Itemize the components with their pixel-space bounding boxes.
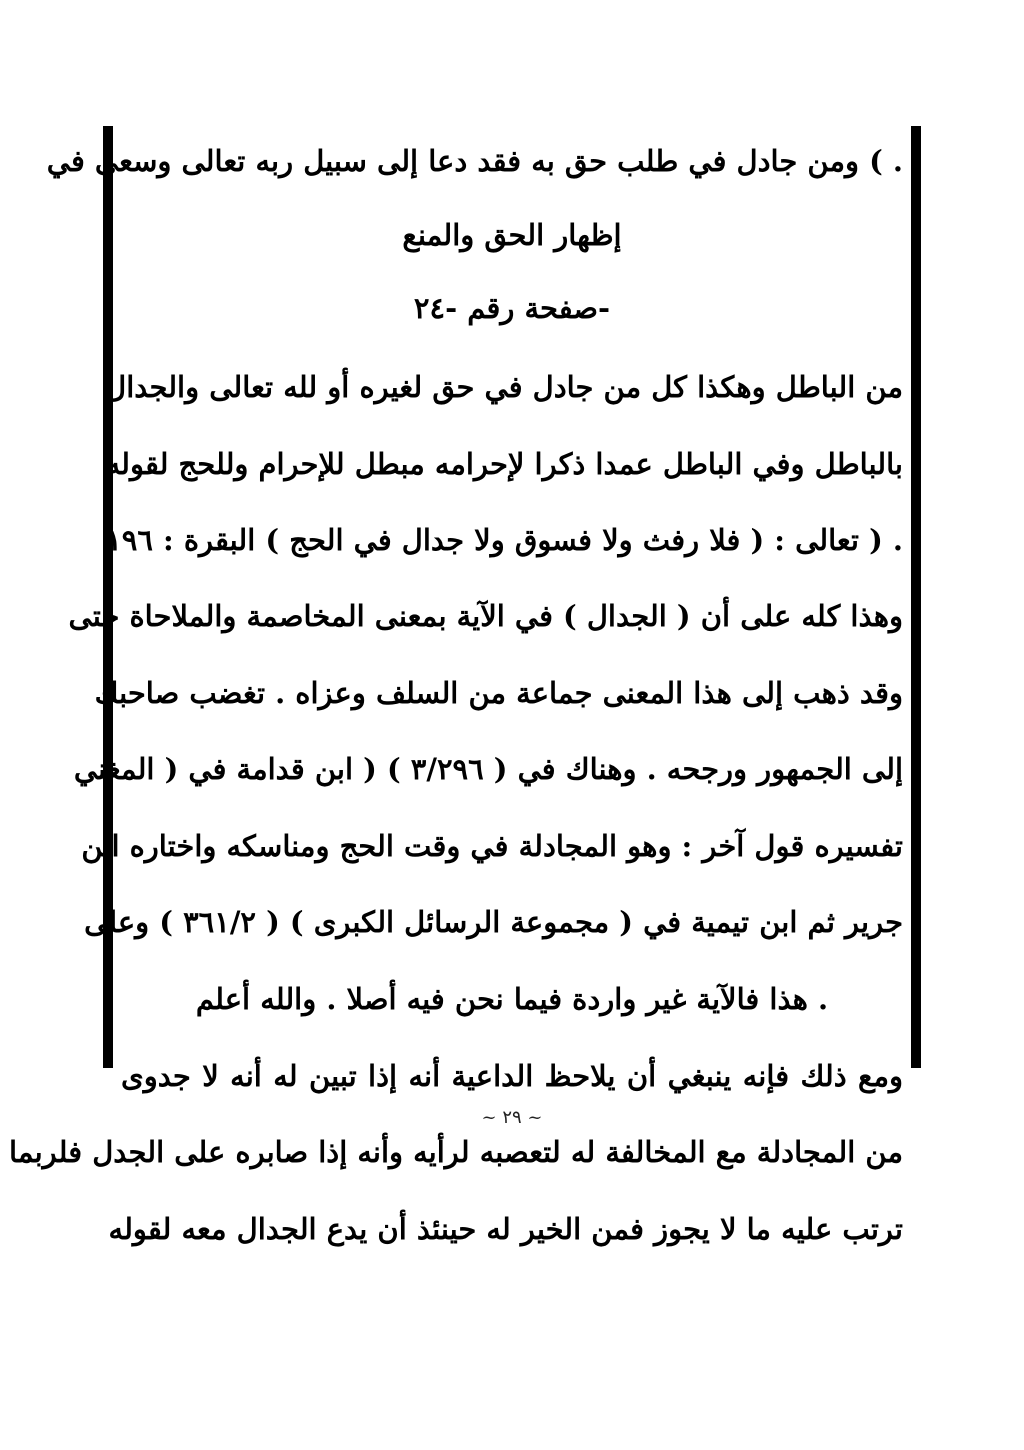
right-border-bar [911, 126, 921, 1068]
text-line: جرير ثم ابن تيمية في ( مجموعة الرسائل الكبرى ) ( ٣٦١/٢ ) وعلى [84, 905, 903, 939]
text-line: . هذا فالآية غير واردة فيما نحن فيه أصلا . والله أعلم [195, 982, 829, 1016]
text-line: وقد ذهب إلى هذا المعنى جماعة من السلف وعزاه . تغضب صاحبك [94, 676, 903, 710]
text-line: ترتب عليه ما لا يجوز فمن الخير له حينئذ أن يدع الجدال معه لقوله [108, 1212, 903, 1246]
text-line: ومع ذلك فإنه ينبغي أن يلاحظ الداعية أنه إذا تبين له أنه لا جدوى [121, 1059, 903, 1093]
page-number: ~ ٢٩ ~ [481, 1107, 543, 1128]
text-line: . ) ومن جادل في طلب حق به فقد دعا إلى سبيل ربه تعالى وسعى في [46, 144, 903, 178]
text-line: إلى الجمهور ورجحه . وهناك في ( ٣/٢٩٦ ) ( ابن قدامة في ( المغني [73, 752, 903, 786]
text-line: من الباطل وهكذا كل من جادل في حق لغيره أو لله تعالى والجدال [105, 370, 903, 404]
text-line: تفسيره قول آخر : وهو المجادلة في وقت الحج ومناسكه واختاره ابن [81, 829, 903, 863]
text-line: من المجادلة مع المخالفة له لتعصبه لرأيه وأنه إذا صابره على الجدل فلربما [9, 1135, 903, 1169]
page-marker: -صفحة رقم -٢٤ [413, 291, 611, 325]
text-block [9, 126, 911, 1246]
text-line: إظهار الحق والمنع [402, 218, 622, 252]
text-line: بالباطل وفي الباطل عمدا ذكرا لإحرامه مبطل للإحرام وللحج لقوله [105, 447, 903, 481]
text-line: . ( تعالى : ( فلا رفث ولا فسوق ولا جدال في الحج ) البقرة : ١٩٦ [106, 523, 903, 557]
text-line: وهذا كله على أن ( الجدال ) في الآية بمعنى المخاصمة والملاحاة حتى [68, 599, 903, 633]
